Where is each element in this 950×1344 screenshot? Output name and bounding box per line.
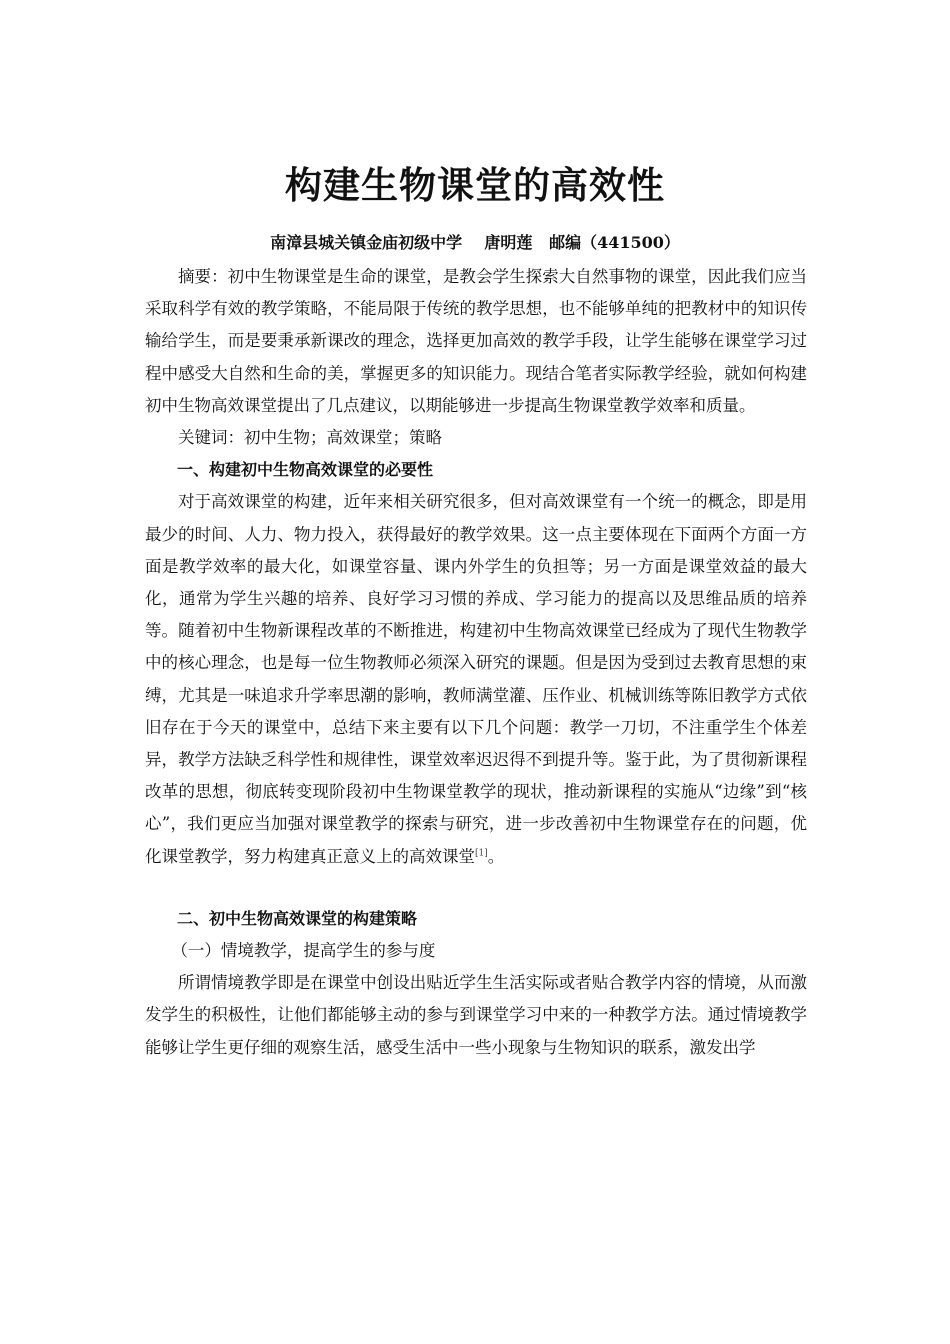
section-1-text-end: 。 [487,846,505,866]
section-2-heading: 二、初中生物高效课堂的构建策略 [177,908,418,928]
document-title: 构建生物课堂的高效性 [285,163,665,207]
section-2-paragraph: 所谓情境教学即是在课堂中创设出贴近学生生活实际或者贴合教学内容的情境，从而激发学生的积极性，让他们都能够主动的参与到课堂学习中来的一种教学方法。通过情境教学能够让学生更仔细的观察生活，感受生活中一些小现象与生物知识的联系，激发出学 [145,973,807,1057]
section-1-text: 对于高效课堂的构建，近年来相关研究很多，但对高效课堂有一个统一的概念，即是用最少的时间、人力、物力投入，获得最好的教学效果。这一点主要体现在下面两个方面一方面是教学效率的最大化，如课堂容量、课内外学生的负担等；另一方面是课堂效益的最大化，通常为学生兴趣的培养、良好学习习惯的养成、学习能力的提高以及思维品质的培养等。随着初中生物新课程改革的不断推进，构建初中生物高效课堂已经成为了现代生物教学中的核心理念，也是每一位生物教师必须深入研究的课题。但是因为受到过去教育思想的束缚，尤其是一味追求升学率思潮的影响，教师满堂灌、压作业、机械训练等陈旧教学方式依旧存在于今天的课堂中，总结下来主要有以下几个问题：教学一刀切，不注重学生个体差异，教学方法缺乏科学性和规律性，课堂效率迟迟得不到提升等。鉴于此，为了贯彻新课程改革的思想，彻底转变现阶段初中生物课堂教学的现状，推动新课程的实施从“边缘”到“核心”，我们更应当加强对课堂教学的探索与研究，进一步改善初中生物课堂存在的问题，优化课堂教学，努力构建真正意义上的高效课堂 [145,492,807,866]
citation-marker: [1] [475,848,488,859]
section-1-paragraph [145,486,807,872]
section-1-heading: 一、构建初中生物高效课堂的必要性 [177,460,434,480]
keywords-line: 关键词：初中生物；高效课堂；策略 [178,428,442,448]
section-spacer [145,873,807,903]
author-byline: 南漳县城关镇金庙初级中学 唐明莲 邮编（441500） [270,233,680,252]
document-body [145,261,807,1064]
section-2-subheading: （一）情境教学，提高学生的参与度 [171,941,436,961]
abstract-paragraph: 摘要：初中生物课堂是生命的课堂，是教会学生探索大自然事物的课堂，因此我们应当采取科学有效的教学策略，不能局限于传统的教学思想，也不能够单纯的把教材中的知识传输给学生，而是要秉承新课改的理念，选择更加高效的教学手段，让学生能够在课堂学习过程中感受大自然和生命的美，掌握更多的知识能力。现结合笔者实际教学经验，就如何构建初中生物高效课堂提出了几点建议，以期能够进一步提高生物课堂教学效率和质量。 [145,267,807,415]
